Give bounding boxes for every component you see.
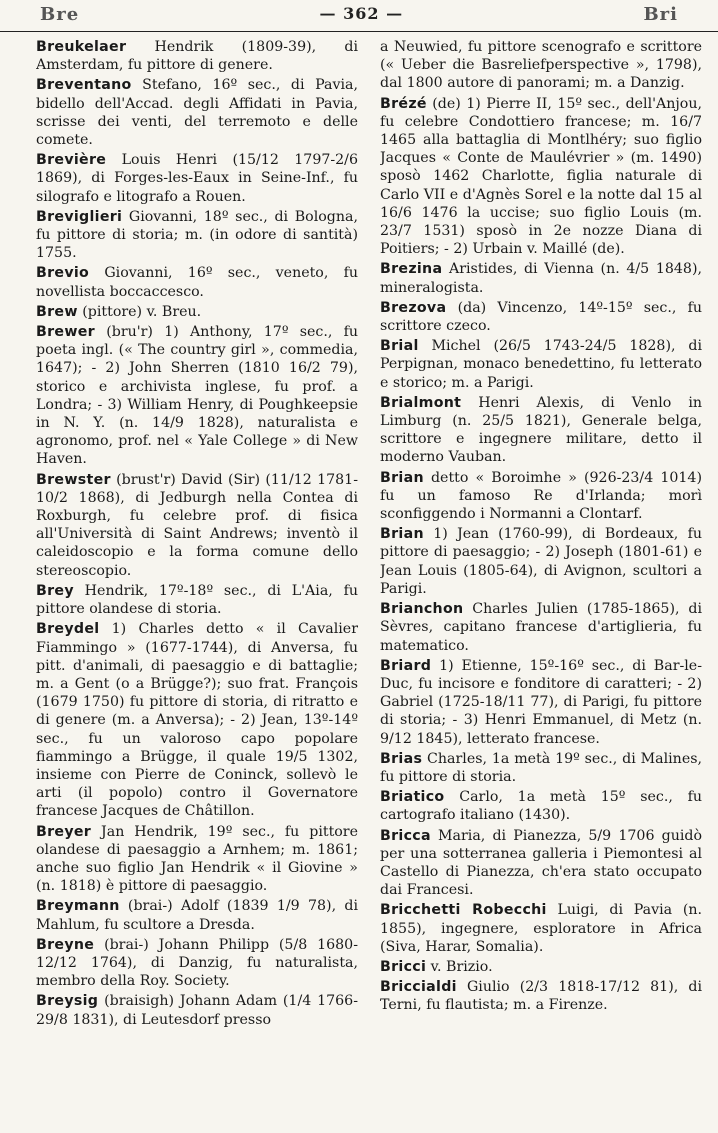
entry-headword: Brew <box>36 303 78 320</box>
entry-headword: Breydel <box>36 621 100 638</box>
entry-text: 1) Jean (1760-99), di Bordeaux, fu pittore di paesaggio; - 2) Joseph (1801-61) e Jean Louis (1805-64), di Avignon, scultori a Parigi. <box>380 526 702 597</box>
dictionary-entry <box>36 264 358 300</box>
dictionary-entry <box>36 823 358 896</box>
entry-headword: Breyer <box>36 823 92 840</box>
entry-headword: Brey <box>36 582 74 599</box>
entry-text: (braisigh) Johann Adam (1/4 1766-29/8 1831), di Leutesdorf presso <box>36 993 358 1028</box>
entry-text: (de) 1) Pierre II, 15º sec., dell'Anjou, fu celebre Condottiero francese; m. 16/7 1465 alla battaglia di Montlhéry; suo figlio Jacques « Conte de Maulévrier » (m. 1490) sposò 1462 Charlotte, figlia naturale di Carlo VII e d'Agnès Sorel e la notte dal 15 al 16/6 1476 la uccise; suo figlio Louis (m. 23/7 1531) sposò in 2e nozze Diana di Poitiers; - 2) Urbain v. Maillé (de). <box>380 95 702 258</box>
entry-text: Giovanni, 16º sec., veneto, fu novellista boccaccesco. <box>36 265 358 300</box>
entry-text: Luigi, di Pavia (n. 1855), ingegnere, esploratore in Africa (Siva, Harar, Somalia). <box>380 902 702 955</box>
header-right-guide-word: Bri <box>643 4 678 25</box>
dictionary-entry <box>36 76 358 149</box>
entry-text: Hendrik, 17º-18º sec., di L'Aia, fu pittore olandese di storia. <box>36 582 358 618</box>
dictionary-entry <box>36 620 358 820</box>
entry-headword: Breyne <box>36 936 95 953</box>
dictionary-entry <box>36 897 358 933</box>
dictionary-entry <box>380 38 702 93</box>
left-column <box>36 38 358 1130</box>
entry-headword: Brian <box>380 469 424 486</box>
dictionary-entry <box>380 469 702 524</box>
entry-text: Henri Alexis, di Venlo in Limburg (n. 25/5 1821), Generale belga, scrittore e ingegnere militare, detto il moderno Vauban. <box>380 394 702 466</box>
entry-headword: Breymann <box>36 898 120 915</box>
dictionary-entry <box>380 525 702 598</box>
dictionary-entry <box>380 299 702 335</box>
entry-headword: Briccialdi <box>380 979 457 996</box>
entry-text: (bru'r) 1) Anthony, 17º sec., fu poeta ingl. (« The country girl », commedia, 1647); - 2) John Sherren (1810 16/2 79), storico e archivista inglese, fu prof. a Londra; - 3) William Henry, di Poughkeepsie in N. Y. (n. 14/9 1828), naturalista e agronomo, prof. nel « Yale College » di New Haven. <box>36 324 358 468</box>
entry-text: Stefano, 16º sec., di Pavia, bidello dell'Accad. degli Affidati in Pavia, scrisse dei venti, del terremoto e delle comete. <box>36 77 358 149</box>
dictionary-entry <box>36 303 358 321</box>
entry-text: (brust'r) David (Sir) (11/12 1781-10/2 1868), di Jedburgh nella Contea di Roxburgh, fu celebre prof. di fisica all'Università di Saint Andrews; inventò il caleidoscopio e la forma comune dello stereoscopio. <box>36 471 358 579</box>
entry-text: (pittore) v. Breu. <box>77 303 202 320</box>
entry-headword: Breukelaer <box>36 39 127 55</box>
dictionary-entry <box>380 788 702 824</box>
entry-text: Aristides, di Vienna (n. 4/5 1848), mineralogista. <box>380 261 702 296</box>
entry-headword: Brianchon <box>380 601 464 618</box>
right-column <box>380 38 702 1130</box>
text-columns <box>36 38 702 1130</box>
entry-headword: Brewster <box>36 471 111 488</box>
dictionary-entry <box>36 471 358 580</box>
entry-headword: Brézé <box>380 95 427 112</box>
entry-headword: Briard <box>380 657 432 674</box>
entry-text: Maria, di Pianezza, 5/9 1706 guidò per una sotterranea galleria i Piemontesi al Castello di Pianezza, ch'era stato occupato dai Francesi. <box>380 827 702 899</box>
entry-text: (da) Vincenzo, 14º-15º sec., fu scrittore czeco. <box>380 299 702 335</box>
entry-text: Hendrik (1809-39), di Amsterdam, fu pittore di genere. <box>36 39 358 74</box>
entry-text: Charles Julien (1785-1865), di Sèvres, capitano francese d'artiglieria, fu matematico. <box>380 601 702 654</box>
dictionary-entry <box>36 323 358 469</box>
entry-headword: Brial <box>380 338 419 355</box>
dictionary-entry <box>380 901 702 956</box>
entry-text: (brai-) Johann Philipp (5/8 1680-12/12 1764), di Danzig, fu naturalista, membro della Roy. Society. <box>36 936 358 990</box>
dictionary-entry <box>380 95 702 259</box>
dictionary-entry <box>36 208 358 263</box>
dictionary-entry <box>36 992 358 1028</box>
entry-text: Giulio (2/3 1818-17/12 81), di Terni, fu flautista; m. a Firenze. <box>380 979 702 1014</box>
dictionary-entry <box>380 958 702 976</box>
entry-text: v. Brizio. <box>426 958 493 975</box>
header-left-guide-word: Bre <box>40 4 80 25</box>
entry-headword: Briatico <box>380 789 445 806</box>
page-number: — 362 — <box>319 4 404 23</box>
entry-text: (brai-) Adolf (1839 1/9 78), di Mahlum, fu scultore a Dresda. <box>36 898 358 933</box>
dictionary-entry <box>380 600 702 655</box>
entry-headword: Bricchetti Robecchi <box>380 902 547 919</box>
entry-headword: Brevière <box>36 152 107 169</box>
dictionary-entry <box>36 38 358 74</box>
entry-text: a Neuwied, fu pittore scenografo e scrittore (« Ueber die Basreliefperspective », 1798), dal 1800 autore di panorami; m. a Danzig. <box>380 39 702 92</box>
dictionary-entry <box>380 337 702 392</box>
entry-headword: Bricci <box>380 958 427 975</box>
dictionary-entry <box>380 394 702 467</box>
entry-text: Charles, 1a metà 19º sec., di Malines, fu pittore di storia. <box>380 750 702 785</box>
dictionary-entry <box>36 936 358 991</box>
entry-text: Giovanni, 18º sec., di Bologna, fu pittore di storia; m. (in odore di santità) 1755. <box>36 208 358 262</box>
entry-headword: Breventano <box>36 77 132 94</box>
entry-headword: Brian <box>380 526 424 543</box>
dictionary-entry <box>36 582 358 618</box>
entry-headword: Brialmont <box>380 394 462 411</box>
dictionary-entry <box>380 657 702 748</box>
dictionary-entry <box>380 827 702 900</box>
entry-text: 1) Etienne, 15º-16º sec., di Bar-le-Duc, fu incisore e fonditore di caratteri; - 2) Gabriel (1725-18/11 77), di Parigi, fu pittore di storia; - 3) Henri Emmanuel, di Metz (n. 9/12 1845), letterato francese. <box>380 657 702 747</box>
entry-text: 1) Charles detto « il Cavalier Fiammingo » (1677-1744), di Anversa, fu pitt. d'animali, di paesaggio e di battaglie; m. a Gent (o a Brügge?); suo frat. François (1679 1750) fu pittore di storia, di ritratto e di genere (m. a Anversa); - 2) Jean, 13º-14º sec., fu un valoroso capo popolare fiammingo a Brügge, il quale 19/5 1302, insieme con Pierre de Coninck, sollevò le arti (il popolo) contro il Governatore francese Jacques de Châtillon. <box>36 621 358 820</box>
entry-headword: Breysig <box>36 993 99 1010</box>
entry-text: Michel (26/5 1743-24/5 1828), di Perpignan, monaco benedettino, fu letterato e storico; m. a Parigi. <box>380 338 702 391</box>
entry-text: Jan Hendrik, 19º sec., fu pittore olandese di paesaggio a Arnhem; m. 1861; anche suo figlio Jan Hendrik « il Giovine » (n. 1818) è pittore di paesaggio. <box>36 823 358 895</box>
entry-headword: Bricca <box>380 827 431 844</box>
entry-headword: Brewer <box>36 324 95 341</box>
entry-headword: Brezina <box>380 261 443 278</box>
entry-headword: Breviglieri <box>36 208 123 225</box>
entry-headword: Brias <box>380 750 423 767</box>
entry-text: Louis Henri (15/12 1797-2/6 1869), di Forges-les-Eaux in Seine-Inf., fu silografo e litografo a Rouen. <box>36 152 358 205</box>
dictionary-entry <box>380 978 702 1014</box>
entry-headword: Brevio <box>36 265 90 282</box>
entry-text: Carlo, 1a metà 15º sec., fu cartografo italiano (1430). <box>380 789 702 824</box>
running-header <box>0 0 718 32</box>
dictionary-entry <box>380 750 702 786</box>
entry-text: detto « Boroimhe » (926-23/4 1014) fu un famoso Re d'Irlanda; morì sconfiggendo i Normanni a Clontarf. <box>380 469 702 523</box>
dictionary-entry <box>380 260 702 296</box>
entry-headword: Brezova <box>380 299 447 316</box>
dictionary-entry <box>36 151 358 206</box>
